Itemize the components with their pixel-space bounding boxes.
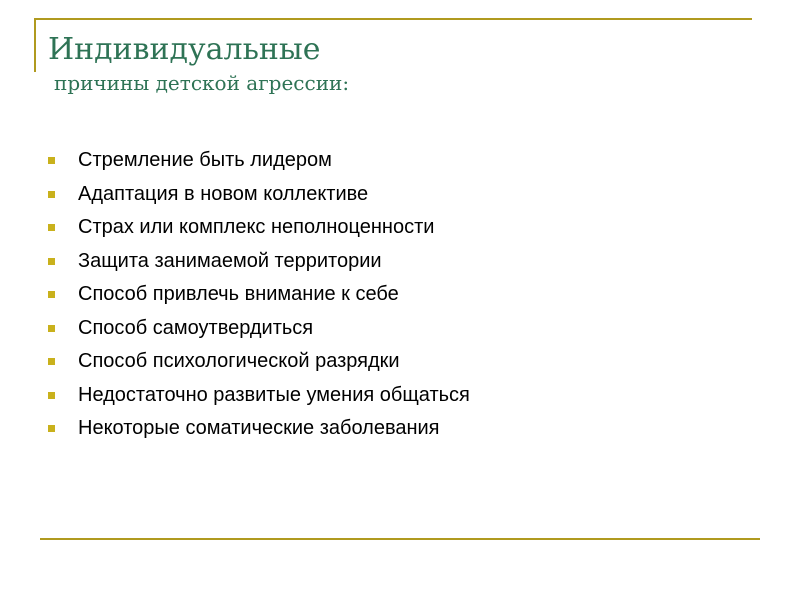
left-rule bbox=[34, 18, 36, 72]
title-subtitle: причины детской агрессии: bbox=[54, 71, 350, 95]
square-bullet-icon bbox=[48, 258, 55, 265]
list-item bbox=[48, 345, 470, 379]
list-item-text: Адаптация в новом коллективе bbox=[78, 182, 369, 205]
square-bullet-icon bbox=[48, 358, 55, 365]
list-item-text: Способ самоутвердиться bbox=[78, 316, 314, 339]
list-item-text: Способ психологической разрядки bbox=[78, 350, 400, 372]
list-item bbox=[48, 312, 470, 346]
square-bullet-icon bbox=[48, 224, 55, 231]
list-item-text: Недостаточно развитые умения общаться bbox=[78, 383, 470, 406]
square-bullet-icon bbox=[48, 157, 55, 164]
square-bullet-icon bbox=[48, 191, 55, 198]
list-item bbox=[48, 278, 470, 312]
list-item-text: Некоторые соматические заболевания bbox=[78, 417, 440, 439]
list-item-text: Защита занимаемой территории bbox=[78, 249, 382, 272]
list-item bbox=[48, 245, 470, 279]
square-bullet-icon bbox=[48, 325, 55, 332]
square-bullet-icon bbox=[48, 392, 55, 399]
square-bullet-icon bbox=[48, 291, 55, 298]
bullet-list bbox=[48, 144, 470, 446]
slide-title bbox=[48, 30, 349, 96]
list-item-text: Способ привлечь внимание к себе bbox=[78, 283, 399, 305]
list-item bbox=[48, 211, 470, 245]
list-item bbox=[48, 144, 470, 178]
list-item bbox=[48, 379, 470, 413]
list-item-text: Страх или комплекс неполноценности bbox=[78, 216, 435, 238]
bottom-rule bbox=[40, 538, 760, 540]
top-rule bbox=[34, 18, 752, 20]
title-main: Индивидуальные bbox=[48, 32, 321, 67]
list-item bbox=[48, 412, 470, 446]
list-item bbox=[48, 178, 470, 212]
square-bullet-icon bbox=[48, 425, 55, 432]
list-item-text: Стремление быть лидером bbox=[78, 149, 332, 171]
